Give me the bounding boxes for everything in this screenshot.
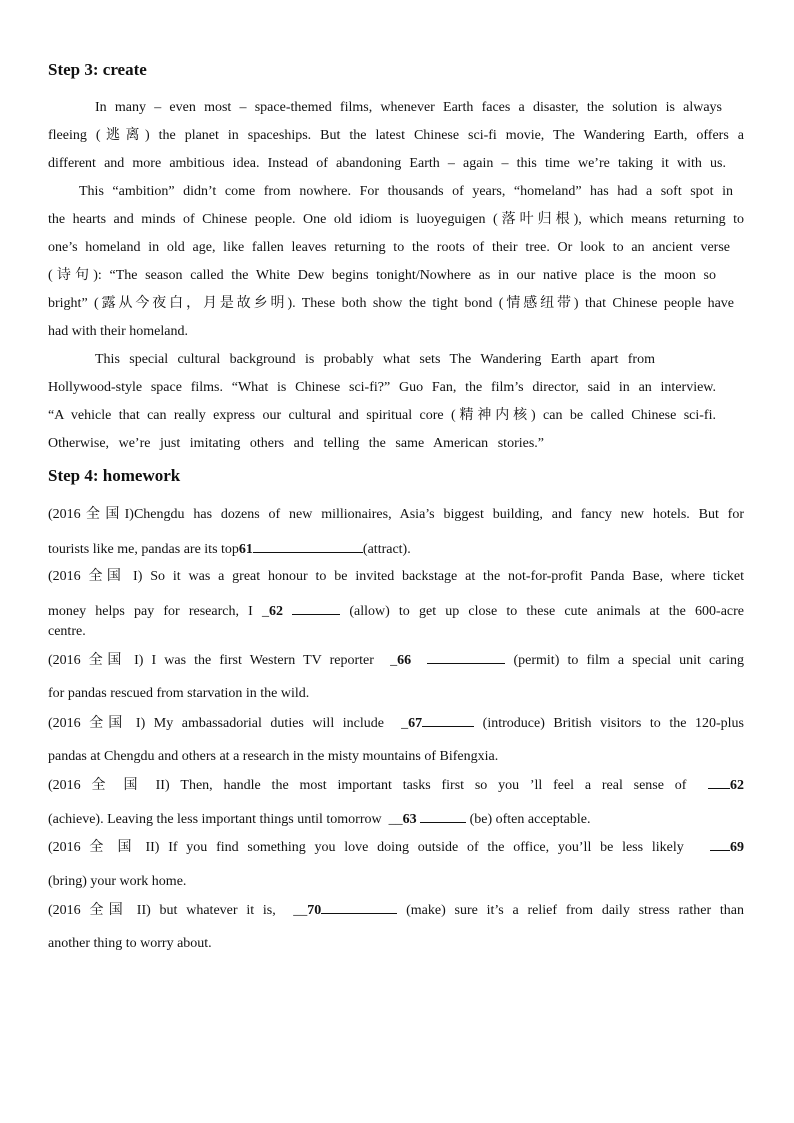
question-text: (2016 全 国 II) If you find something you love doing outside of the office, you’ll be less likely [48, 840, 684, 855]
question-text: (bring) your work home. [48, 874, 187, 889]
question-text: (2016 全国 I) I was the first Western TV reporter _66 (permit) to film a special unit caring [48, 653, 745, 668]
blank-number: 62 [268, 604, 283, 619]
word-hint: (allow) to get up close to these cute animals at the 600-acre [349, 604, 745, 619]
blank-number: 66 [397, 653, 412, 668]
passage-line: fleeing (逃离) the planet in spaceships. But the latest Chinese sci-fi movie, The Wandering Earth, offers a [48, 128, 744, 143]
question-text: for pandas rescued from starvation in the wild. [48, 686, 310, 701]
blank-number: 70 [307, 903, 322, 918]
blank-number: 69 [730, 840, 745, 855]
passage-line: (诗句): “The season called the White Dew begins tonight/Nowhere as in our native place is the moon so [48, 268, 716, 283]
question-text: tourists like me, pandas are its top [48, 542, 239, 557]
blank-number: 62 [730, 778, 745, 793]
question-text: money helps pay for research, I [48, 604, 253, 619]
step4-heading: Step 4: homework [48, 466, 181, 485]
passage-line: This special cultural background is probably what sets The Wandering Earth apart from [95, 352, 655, 367]
question-text: centre. [48, 624, 86, 639]
passage-line: bright” (露从今夜白，月是故乡明). These both show the tight bond (情感纽带) that Chinese people have [48, 296, 734, 311]
question-text: another thing to worry about. [48, 936, 212, 951]
blank-number: 67 [408, 716, 423, 731]
question-text: (2016 全国 I) My ambassadorial duties will include _67 (introduce) British visitors to the 120-plus [48, 716, 745, 731]
passage-line: Otherwise, we’re just imitating others and telling the same American stories.” [48, 436, 544, 451]
passage-line: the hearts and minds of Chinese people. One old idiom is luoyeguigen (落叶归根), which means returning to [48, 212, 744, 227]
answer-blank[interactable] [708, 776, 730, 789]
answer-blank[interactable] [427, 651, 505, 664]
question-text: (2016 全国 I) I was the first Western TV reporter [48, 653, 374, 668]
answer-blank[interactable] [710, 838, 730, 851]
word-hint: (attract). [362, 542, 411, 557]
word-hint: (introduce) British visitors to the 120-plus [482, 716, 745, 731]
question-text: (2016 全国 II) but whatever it is, __70 (make) sure it’s a relief from daily stress rather than [48, 903, 745, 918]
word-hint: (permit) to film a special unit caring [513, 653, 745, 668]
passage-line: “A vehicle that can really express our cultural and spiritual core (精神内核) can be called Chinese sci-fi. [48, 408, 716, 423]
blank-number: 61 [238, 542, 253, 557]
passage-line: different and more ambitious idea. Instead of abandoning Earth – again – this time we’re taking it with us. [48, 156, 726, 171]
question-text: (2016 全国 I) My ambassadorial duties will include [48, 716, 384, 731]
question-text: money helps pay for research, I _62 (allow) to get up close to these cute animals at the 600-acre [48, 604, 745, 619]
answer-blank[interactable] [292, 602, 340, 615]
question-text [48, 776, 744, 795]
step3-heading: Step 3: create [48, 60, 147, 79]
question-text [48, 540, 744, 559]
word-hint: (achieve). Leaving the less important things until tomorrow [48, 812, 382, 827]
question-text: (2016 全国 I) So it was a great honour to be invited backstage at the not-for-profit Panda Base, where ticket [48, 569, 744, 584]
passage-line: one’s homeland in old age, like fallen leaves returning to the roots of their tree. Or look to an ancient verse [48, 240, 730, 255]
passage-line: In many – even most – space-themed films, whenever Earth faces a disaster, the solution is always [95, 100, 722, 115]
question-text: (achieve). Leaving the less important things until tomorrow __63 (be) often acceptable. [48, 812, 591, 827]
word-hint: (make) sure it’s a relief from daily stress rather than [406, 903, 745, 918]
passage-line: had with their homeland. [48, 324, 188, 339]
question-text: pandas at Chengdu and others at a research in the misty mountains of Bifengxia. [48, 749, 499, 764]
word-hint: (be) often acceptable. [469, 812, 591, 827]
question-text: (2016 全 国 II) Then, handle the most important tasks first so you ’ll feel a real sense of [48, 778, 687, 793]
passage-line: Hollywood-style space films. “What is Chinese sci-fi?” Guo Fan, the film’s director, said in an interview. [48, 380, 716, 395]
answer-blank[interactable] [420, 810, 466, 823]
answer-blank[interactable] [321, 901, 397, 914]
answer-blank[interactable] [422, 714, 474, 727]
answer-blank[interactable] [253, 540, 363, 553]
blank-number: 63 [402, 812, 417, 827]
question-text: (2016 全国 II) but whatever it is, [48, 903, 276, 918]
question-text [48, 838, 744, 857]
passage-line: This “ambition” didn’t come from nowhere. For thousands of years, “homeland” has had a soft spot in [79, 184, 733, 199]
question-text: (2016全国I)Chengdu has dozens of new millionaires, Asia’s biggest building, and fancy new hotels. But for [48, 507, 744, 522]
